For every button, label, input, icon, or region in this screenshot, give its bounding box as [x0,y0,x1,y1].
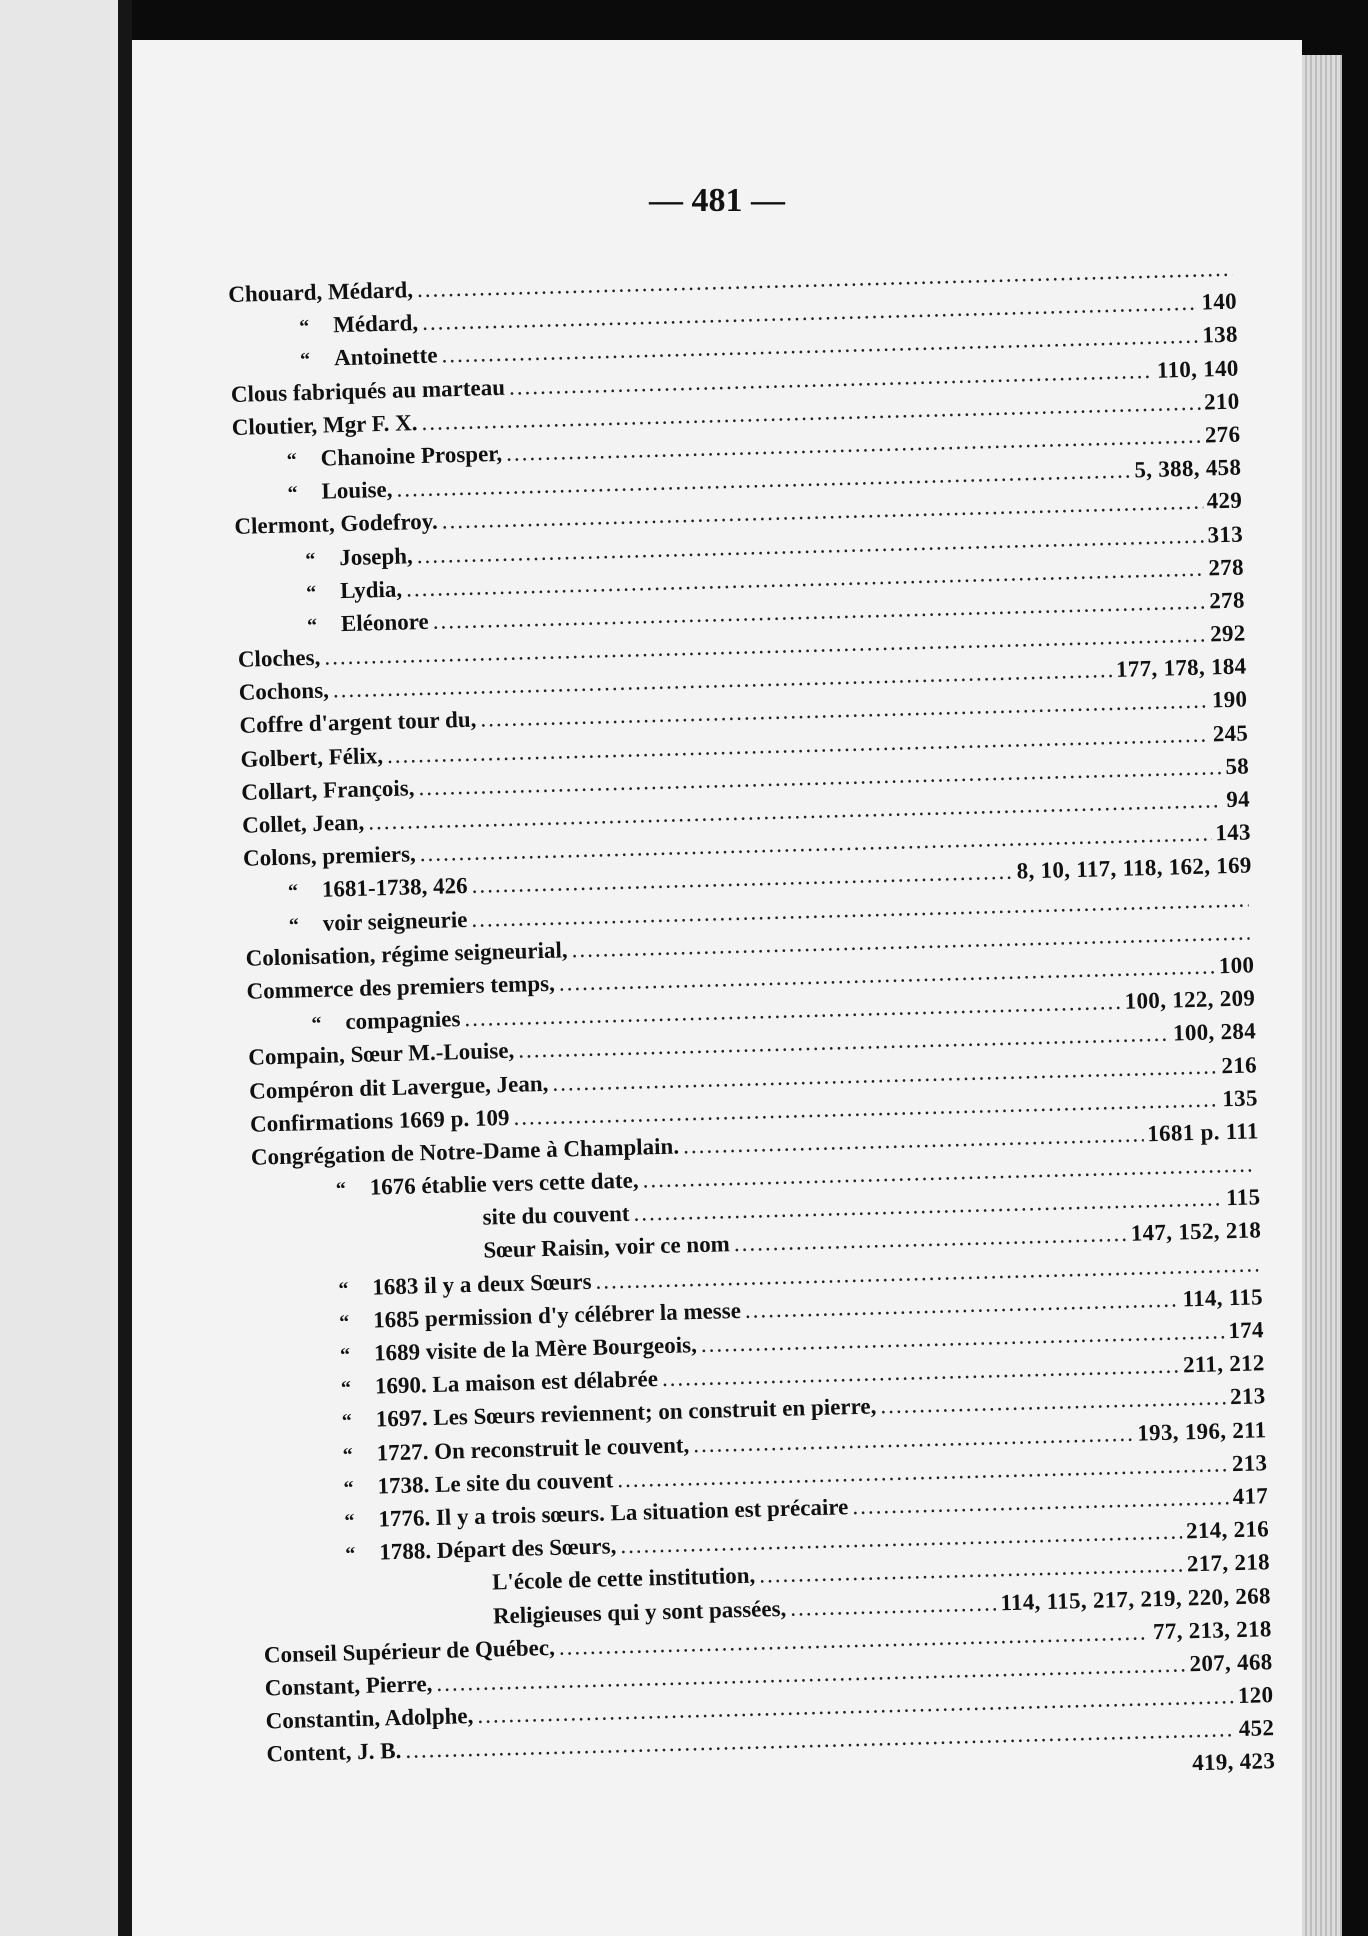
entry-lead [230,343,438,374]
entry-pages: 174 [1228,1317,1265,1344]
entry-pages: 143 [1215,819,1252,846]
entry-pages: 213 [1231,1449,1268,1476]
entry-lead [229,310,419,341]
page-edges [1302,55,1342,1936]
entry-pages: 217, 218 [1186,1549,1271,1577]
ditto-mark: “ [335,1178,347,1201]
entry-pages: 177, 178, 184 [1115,653,1247,683]
ditto-mark: “ [306,614,318,637]
entry-pages: 140 [1201,288,1238,315]
ditto-mark: “ [343,1476,354,1500]
entry-lead [235,543,413,574]
entry-pages: 214, 216 [1185,1516,1270,1544]
book-page [132,40,1302,1936]
ditto-mark: “ [341,1410,353,1433]
ditto-mark: “ [339,1344,351,1367]
entry-text: Coffre d'argent tour du, [239,707,477,739]
entry-text: compagnies [345,1006,461,1035]
entry-text: Chouard, Médard, [228,277,414,307]
entry-text: 1689 visite de la Mère Bourgeois, [373,1332,698,1366]
entry-text: site du couvent [482,1201,630,1230]
entry-text: Compéron dit Lavergue, Jean, [248,1070,549,1104]
entry-text: L'école de cette institution, [491,1562,756,1595]
facing-page [0,0,118,1936]
entry-text: Eléonore [340,608,430,637]
page-number: — 481 — [649,182,785,219]
entry-pages: 110, 140 [1156,355,1239,383]
entry-pages: 429 [1206,487,1243,514]
entry-lead [233,477,393,507]
entry-text: 1738. Le site du couvent [377,1467,614,1499]
entry-pages: 77, 213, 218 [1152,1615,1272,1644]
entry-text: 1776. Il y a trois sœurs. La situation est précaire [378,1494,849,1532]
entry-pages: 207, 468 [1189,1649,1273,1677]
entry-lead [236,576,403,606]
ditto-mark: “ [287,482,298,505]
entry-text: Collet, Jean, [241,809,365,838]
entry-text: Constant, Pierre, [264,1671,433,1701]
entry-pages: 419, 423 [1191,1748,1276,1776]
entry-pages: 278 [1208,587,1245,614]
entry-pages: 100, 284 [1172,1018,1257,1046]
entry-pages: 94 [1225,786,1251,813]
entry-text: 1690. La maison est délabrée [374,1366,659,1399]
entry-lead [242,810,365,839]
entry-text: Cochons, [238,677,330,706]
entry-lead [240,743,383,773]
entry-lead [231,410,417,441]
entry-lead [266,1738,401,1768]
entry-text: Clermont, Godefroy. [234,508,439,540]
entry-text: 1685 permission d'y célébrer la messe [372,1297,742,1333]
ditto-mark: “ [345,1543,356,1566]
entry-pages: 114, 115, 217, 219, 220, 268 [1000,1582,1272,1615]
entry-text: 1788. Départ des Sœurs, [378,1533,617,1565]
entry-lead [234,509,438,540]
entry-text: 1727. On reconstruit le couvent, [376,1431,690,1466]
entry-text: Golbert, Félix, [240,742,384,772]
entry-pages: 115 [1225,1184,1261,1211]
entry-pages: 278 [1208,554,1245,581]
book-gutter [118,0,132,1936]
entry-pages: 292 [1209,620,1246,647]
entry-text: Sœur Raisin, voir ce nom [483,1231,731,1264]
entry-lead [264,1671,432,1701]
entry-text: 1681-1738, 426 [321,873,468,903]
entry-text: Constantin, Adolphe, [265,1703,474,1734]
entry-text: Confirmations 1669 p. 109 [249,1104,510,1137]
entry-pages: 58 [1225,753,1250,779]
entry-pages: 452 [1238,1715,1275,1742]
entry-text: Chanoine Prosper, [320,440,503,471]
entry-text: Lydia, [339,576,403,603]
entry-text: Congrégation de Notre-Dame à Champlain. [250,1133,680,1170]
entry-lead [247,1006,461,1038]
entry-text: Conseil Supérieur de Québec, [263,1634,556,1668]
entry-lead [238,678,329,706]
ditto-mark: “ [287,880,299,904]
entry-pages: 114, 115 [1182,1284,1264,1312]
entry-text: Content, J. B. [266,1738,402,1767]
entry-text: Colonisation, régime seigneurial, [245,937,568,971]
entry-lead [265,1703,473,1734]
entry-pages: 216 [1221,1051,1258,1078]
ditto-mark: “ [286,449,297,472]
entry-lead [248,1038,515,1071]
entry-pages: 211, 212 [1182,1350,1265,1378]
entry-lead [243,841,416,872]
entry-pages: 5, 388, 458 [1134,454,1242,483]
entry-text: Joseph, [338,542,414,570]
entry-pages: 1681 p. 111 [1146,1118,1259,1147]
entry-lead [245,907,468,939]
entry-pages: 120 [1237,1682,1274,1709]
entry-pages: 135 [1221,1085,1259,1111]
ditto-mark: “ [338,1310,350,1334]
entry-lead [237,609,429,640]
entry-lead [250,1105,510,1138]
entry-lead [241,775,415,806]
entry-pages: 8, 10, 117, 118, 162, 169 [1016,852,1252,884]
ditto-mark: “ [305,581,317,604]
entry-text: 1697. Les Sœurs reviennent; on construit en pierre, [375,1393,877,1432]
entry-text: Compain, Sœur M.-Louise, [247,1038,515,1071]
entry-lead [244,873,468,905]
ditto-mark: “ [288,913,300,937]
entry-text: Religieuses qui y sont passées, [492,1595,787,1629]
entry-pages: 276 [1204,421,1241,448]
ditto-mark: “ [305,548,316,571]
entry-text: Commerce des premiers temps, [246,970,556,1004]
entry-pages: 190 [1211,686,1248,713]
entry-text: Médard, [332,310,419,338]
entry-pages: 147, 152, 218 [1130,1217,1262,1247]
entry-text: Colons, premiers, [242,841,417,871]
leader-dots [790,1590,997,1621]
ditto-mark: “ [311,1012,322,1036]
entry-text: Cloches, [237,644,321,672]
ditto-mark: “ [298,316,310,339]
entry-lead [239,707,476,739]
entry-text: Antoinette [333,342,438,371]
entry-text: 1683 il y a deux Sœurs [372,1268,592,1300]
entry-text: 1676 établie vers cette date, [369,1167,639,1200]
entry-lead [238,645,321,673]
entry-pages: 210 [1203,388,1240,415]
ditto-mark: “ [344,1510,355,1533]
entry-pages: 138 [1201,321,1239,348]
entry-pages: 245 [1212,720,1249,746]
entry-text: Louise, [321,476,393,504]
entry-pages: 417 [1232,1483,1269,1510]
entry-text: Collart, François, [241,775,415,805]
entry-lead [228,277,413,308]
entry-pages: 313 [1207,521,1244,547]
entry-pages: 100, 122, 209 [1124,985,1256,1014]
entry-pages: 193, 196, 211 [1136,1416,1267,1446]
ditto-mark: “ [342,1443,354,1466]
spacer [268,1771,1193,1795]
entry-text: Clous fabriqués au marteau [230,374,506,407]
ditto-mark: “ [338,1277,349,1301]
entry-pages: 213 [1229,1383,1266,1410]
entry-pages: 100 [1218,952,1255,979]
ditto-mark: “ [340,1377,352,1400]
ditto-mark: “ [299,349,311,372]
entry-text: Cloutier, Mgr F. X. [231,409,418,440]
entry-text: voir seigneurie [322,906,468,936]
index-list [228,256,1276,1808]
